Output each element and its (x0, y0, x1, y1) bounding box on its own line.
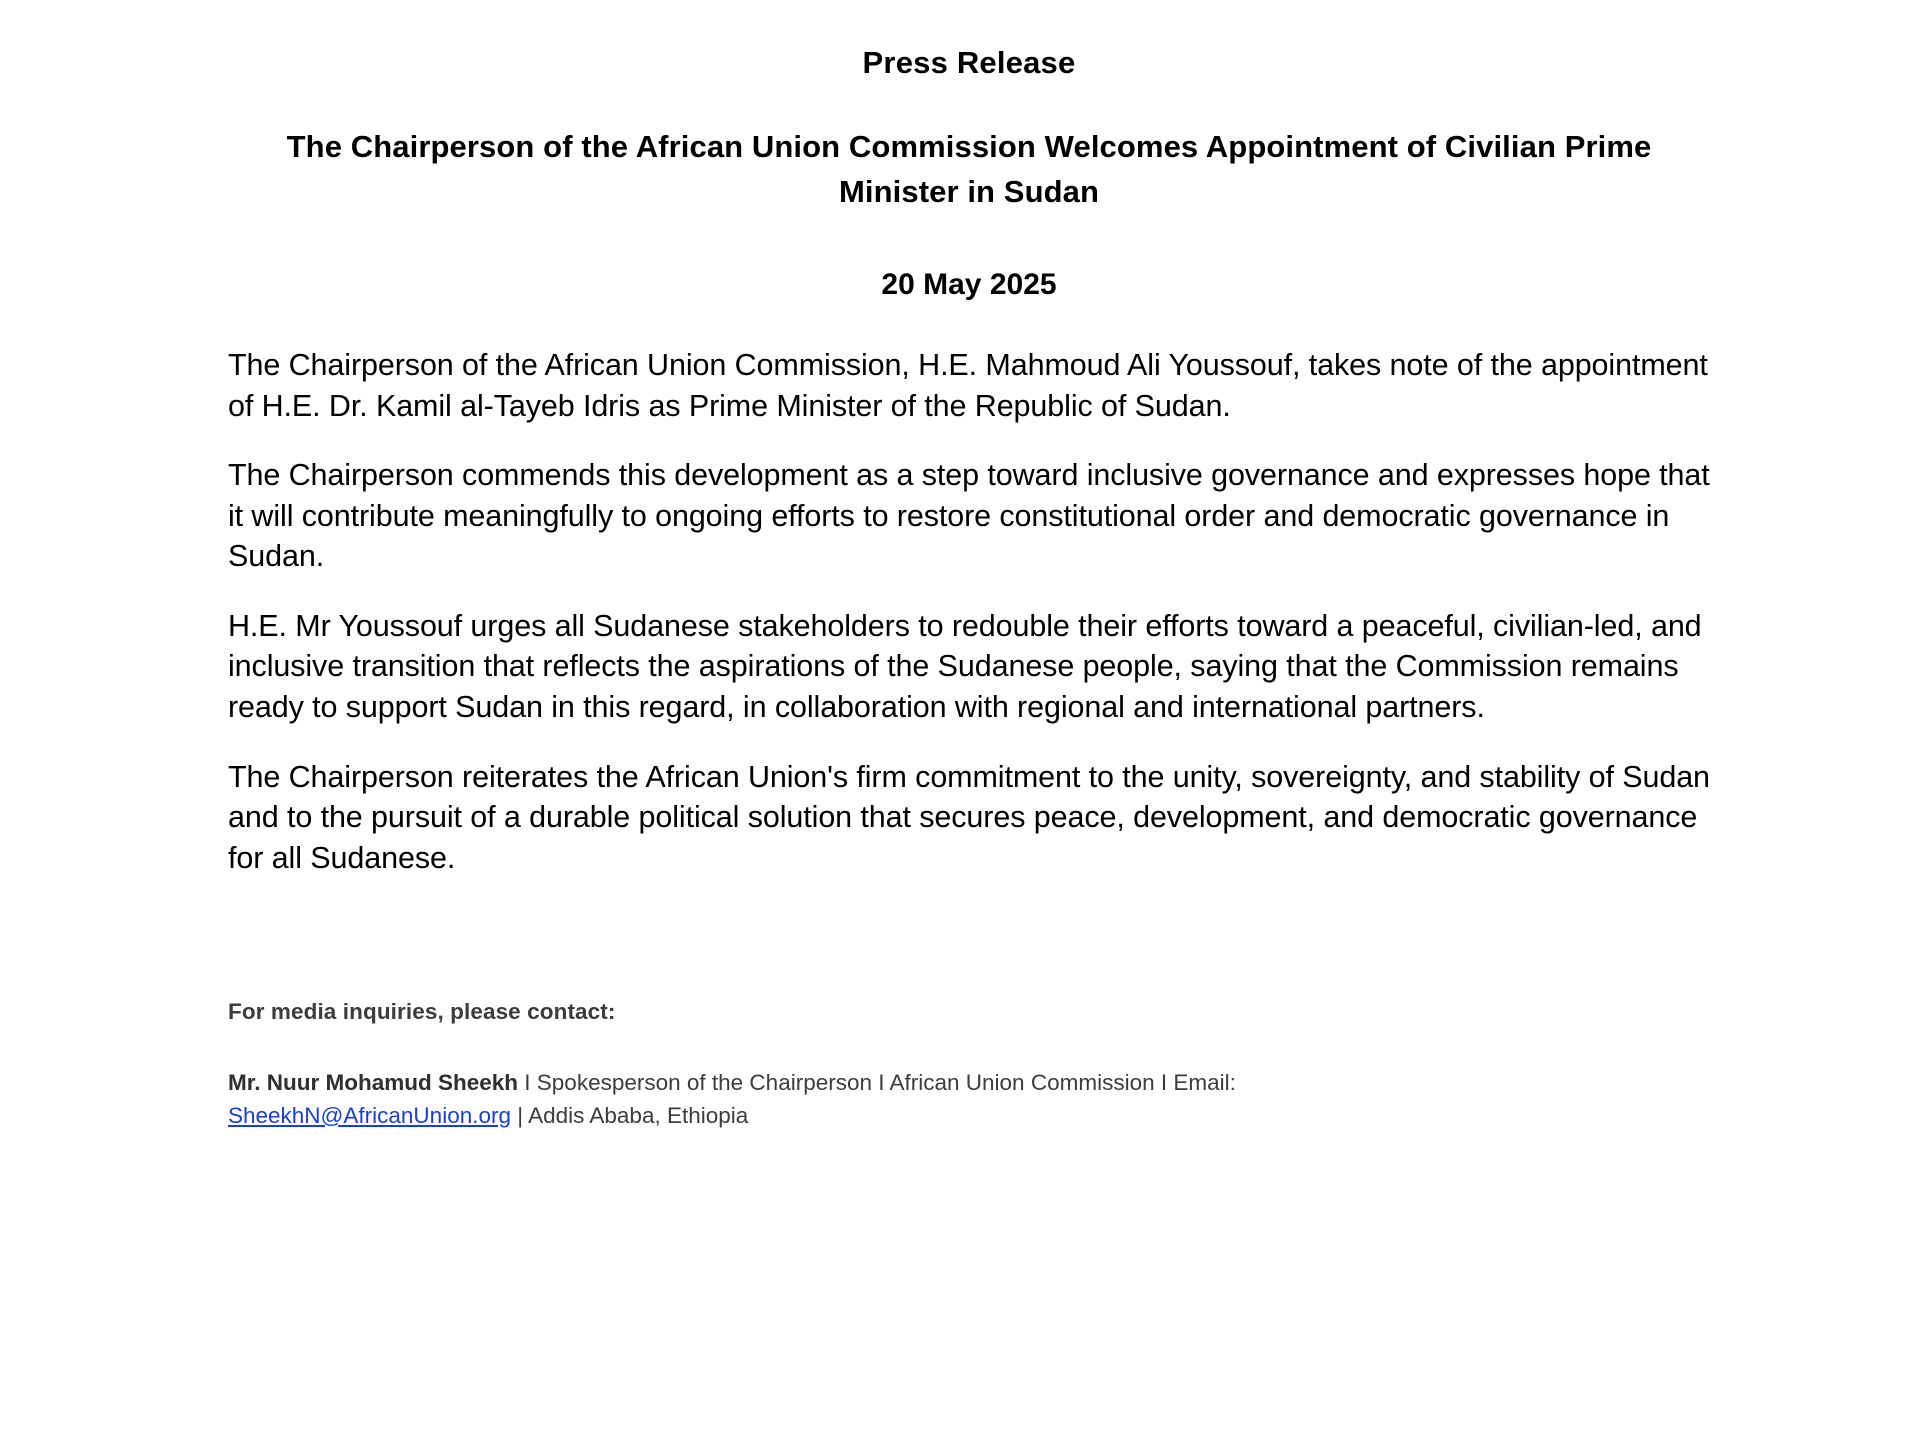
contact-name: Mr. Nuur Mohamud Sheekh (228, 1070, 519, 1096)
content-spacer (228, 907, 1710, 999)
media-inquiries-heading: For media inquiries, please contact: (228, 999, 616, 1025)
body-paragraph-4: The Chairperson reiterates the African Union's firm commitment to the unity, sovereignty, and stability of Sudan and to the pursuit of a durable political solution that secures peace, development, and democratic governance for all Sudanese. (228, 759, 1710, 875)
press-release-label: Press Release (862, 45, 1076, 80)
contact-role: I Spokesperson of the Chairperson I African Union Commission I Email: (518, 1070, 1236, 1096)
contact-details (228, 1067, 1710, 1132)
page-title: The Chairperson of the African Union Commission Welcomes Appointment of Civilian Prime Minister in Sudan (286, 129, 1652, 210)
contact-location: | Addis Ababa, Ethiopia (511, 1102, 749, 1128)
publication-date: 20 May 2025 (881, 268, 1057, 302)
body-paragraph-1: The Chairperson of the African Union Commission, H.E. Mahmoud Ali Youssouf, takes note of the appointment of H.E. Dr. Kamil al-Tayeb Idris as Prime Minister of the Republic of Sudan. (228, 348, 1708, 423)
body-paragraph-2: The Chairperson commends this development as a step toward inclusive governance and expresses hope that it will contribute meaningfully to ongoing efforts to restore constitutional order and democratic governance in Sudan. (228, 458, 1710, 574)
body-paragraph-3: H.E. Mr Youssouf urges all Sudanese stakeholders to redouble their efforts toward a peaceful, civilian-led, and inclusive transition that reflects the aspirations of the Sudanese people, saying that the Commission remains ready to support Sudan in this regard, in collaboration with regional and international partners. (228, 608, 1702, 724)
contact-email-link[interactable]: SheekhN@AfricanUnion.org (228, 1102, 511, 1128)
